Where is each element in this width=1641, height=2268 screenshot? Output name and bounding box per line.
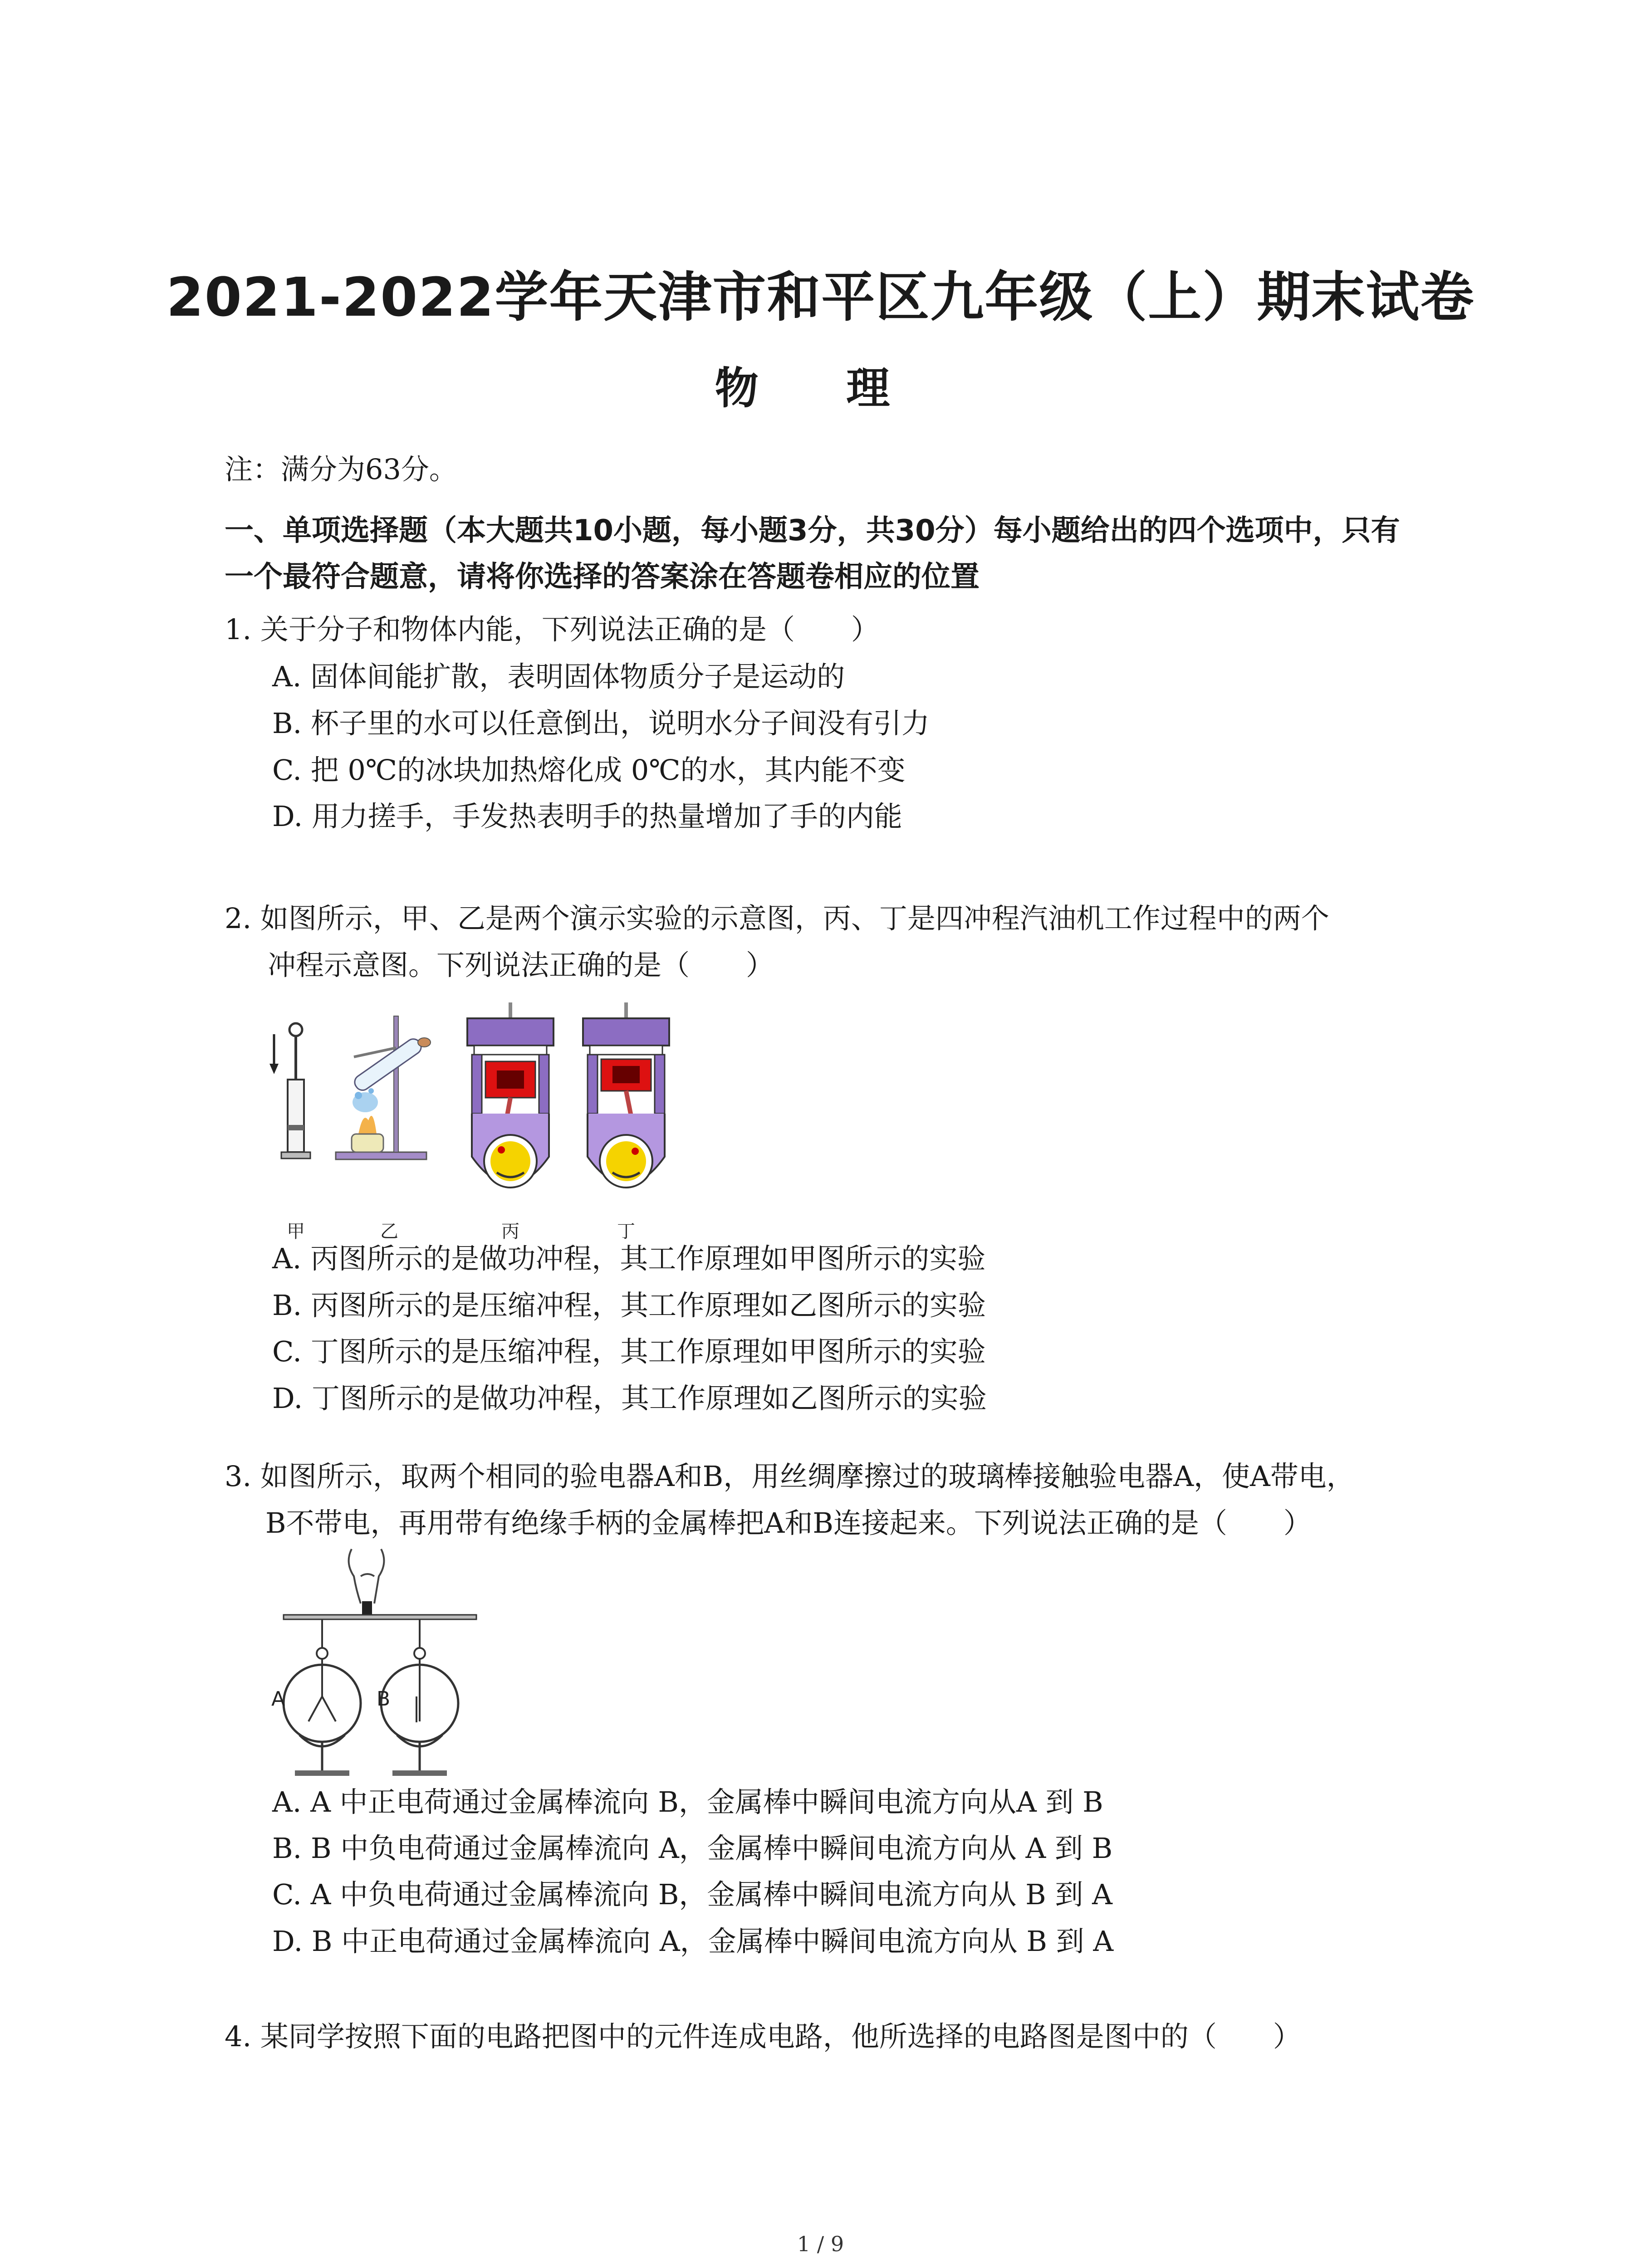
q2-option-a: A. 丙图所示的是做功冲程，其工作原理如甲图所示的实验 bbox=[272, 1242, 986, 1275]
q2-stem-line1: 2. 如图所示，甲、乙是两个演示实验的示意图，丙、丁是四冲程汽油机工作过程中的两个 bbox=[225, 902, 1329, 935]
q3-electroscope-figure bbox=[263, 1545, 490, 1785]
q1-option-b: B. 杯子里的水可以任意倒出，说明水分子间没有引力 bbox=[272, 707, 930, 740]
q2-option-d: D. 丁图所示的是做功冲程，其工作原理如乙图所示的实验 bbox=[272, 1382, 987, 1415]
caption-bing: 丙 bbox=[501, 1221, 519, 1242]
page-number: 1 / 9 bbox=[797, 2232, 844, 2256]
electroscope-b-label: B bbox=[377, 1687, 391, 1711]
q3-option-b: B. B 中负电荷通过金属棒流向 A，金属棒中瞬间电流方向从 A 到 B bbox=[272, 1832, 1113, 1865]
exam-title: 2021-2022学年天津市和平区九年级（上）期末试卷 bbox=[166, 266, 1475, 328]
q2-option-c: C. 丁图所示的是压缩冲程，其工作原理如甲图所示的实验 bbox=[272, 1335, 986, 1368]
q1-option-a: A. 固体间能扩散，表明固体物质分子是运动的 bbox=[272, 660, 845, 693]
section-heading-line2: 一个最符合题意，请将你选择的答案涂在答题卷相应的位置 bbox=[225, 560, 980, 594]
electroscope-a-label: A bbox=[271, 1687, 285, 1711]
figure-bing-engine bbox=[467, 1002, 554, 1188]
caption-ding: 丁 bbox=[617, 1221, 635, 1242]
q2-option-b: B. 丙图所示的是压缩冲程，其工作原理如乙图所示的实验 bbox=[272, 1289, 986, 1322]
caption-jia: 甲 bbox=[287, 1221, 305, 1242]
q3-option-a: A. A 中正电荷通过金属棒流向 B，金属棒中瞬间电流方向从A 到 B bbox=[272, 1785, 1103, 1818]
q3-option-d: D. B 中正电荷通过金属棒流向 A，金属棒中瞬间电流方向从 B 到 A bbox=[272, 1925, 1114, 1958]
subject-title: 物 理 bbox=[715, 363, 926, 414]
figure-yi-test-tube bbox=[336, 1016, 431, 1159]
q1-option-c: C. 把 0℃的冰块加热熔化成 0℃的水，其内能不变 bbox=[272, 753, 906, 787]
q3-electroscope-svg bbox=[263, 1545, 490, 1785]
q3-option-c: C. A 中负电荷通过金属棒流向 B，金属棒中瞬间电流方向从 B 到 A bbox=[272, 1878, 1112, 1911]
section-heading-line1: 一、单项选择题（本大题共10小题，每小题3分，共30分）每小题给出的四个选项中，只有 bbox=[225, 514, 1400, 547]
q3-stem-line2: B不带电，再用带有绝缘手柄的金属棒把A和B连接起来。下列说法正确的是（ ） bbox=[265, 1506, 1312, 1540]
caption-yi: 乙 bbox=[380, 1221, 398, 1242]
q2-figure-svg bbox=[268, 998, 767, 1211]
figure-jia-piston bbox=[269, 1023, 310, 1158]
q2-figure bbox=[268, 998, 767, 1211]
score-note: 注：满分为63分。 bbox=[225, 453, 457, 486]
q2-stem-line2: 冲程示意图。下列说法正确的是（ ） bbox=[268, 948, 774, 982]
q1-option-d: D. 用力搓手，手发热表明手的热量增加了手的内能 bbox=[272, 800, 902, 833]
q3-stem-line1: 3. 如图所示，取两个相同的验电器A和B，用丝绸摩擦过的玻璃棒接触验电器A，使A带电， bbox=[225, 1460, 1355, 1493]
q4-stem: 4. 某同学按照下面的电路把图中的元件连成电路，他所选择的电路图是图中的（ ） bbox=[225, 2020, 1301, 2053]
figure-ding-engine bbox=[583, 1002, 669, 1188]
q1-stem: 1. 关于分子和物体内能，下列说法正确的是（ ） bbox=[225, 613, 879, 646]
